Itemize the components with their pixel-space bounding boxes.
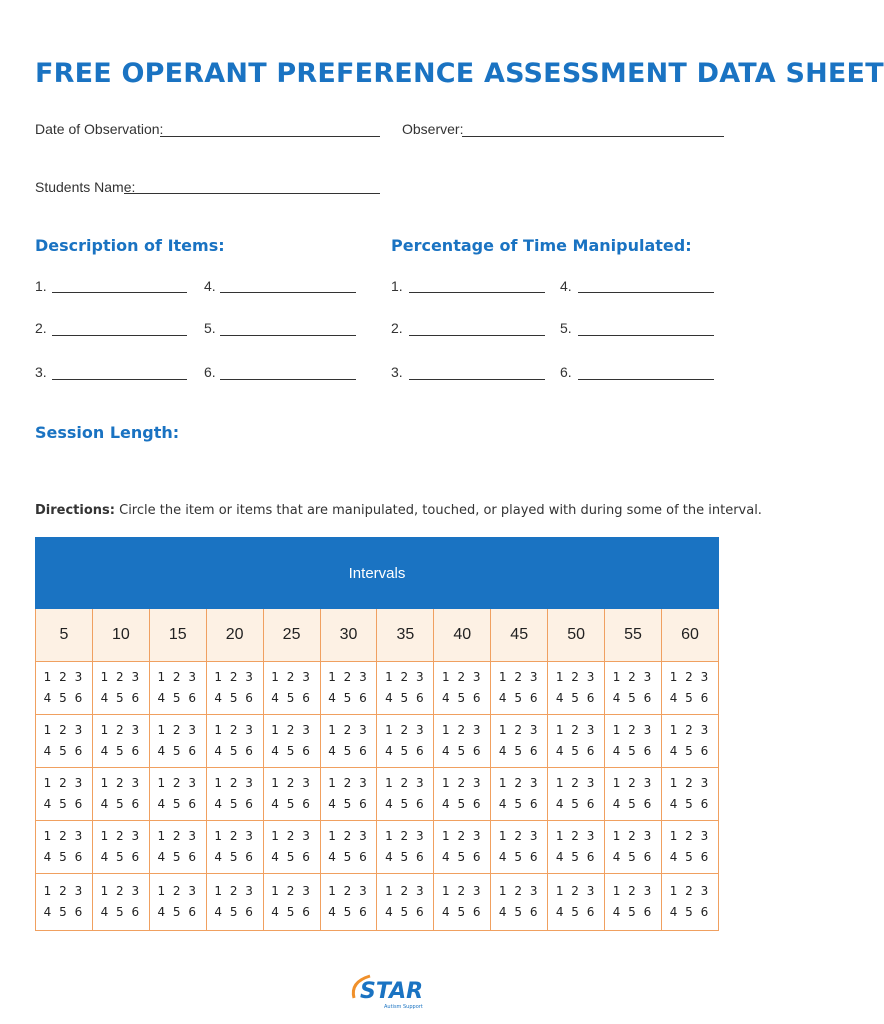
cell-options-bottom: 4 5 6 [442, 905, 483, 919]
cell-options-bottom: 4 5 6 [498, 797, 540, 811]
cell-options-bottom: 4 5 6 [498, 691, 540, 705]
cell-options-top: 1 2 3 [442, 884, 483, 898]
cell-options-top: 1 2 3 [157, 670, 199, 684]
cell-options-bottom: 4 5 6 [442, 691, 483, 705]
cell-options-top: 1 2 3 [328, 776, 369, 790]
cell-options-bottom: 4 5 6 [669, 691, 711, 705]
cell-options-bottom: 4 5 6 [385, 905, 426, 919]
interval-cell[interactable] [263, 715, 320, 768]
cell-options-bottom: 4 5 6 [43, 850, 85, 864]
cell-options-bottom: 4 5 6 [612, 905, 654, 919]
date-field[interactable] [160, 136, 380, 137]
cell-options-bottom: 4 5 6 [157, 691, 199, 705]
interval-cell[interactable] [206, 715, 263, 768]
cell-options-top: 1 2 3 [43, 670, 85, 684]
cell-options-top: 1 2 3 [612, 776, 654, 790]
cell-options-bottom: 4 5 6 [442, 797, 483, 811]
pct-field[interactable] [409, 292, 545, 293]
cell-options-top: 1 2 3 [328, 884, 369, 898]
interval-cell[interactable] [491, 768, 548, 821]
cell-options-top: 1 2 3 [669, 723, 711, 737]
item-field[interactable] [220, 379, 356, 380]
interval-cell[interactable] [149, 662, 206, 715]
interval-cell[interactable] [434, 715, 491, 768]
interval-cell[interactable] [36, 874, 93, 931]
student-field[interactable] [124, 193, 380, 194]
pct-field[interactable] [578, 292, 714, 293]
cell-options-bottom: 4 5 6 [328, 691, 369, 705]
interval-cell[interactable] [36, 715, 93, 768]
intervals-header: Intervals [36, 538, 719, 609]
interval-cell[interactable] [548, 768, 605, 821]
interval-cell[interactable] [377, 715, 434, 768]
interval-cell[interactable] [92, 662, 149, 715]
cell-options-top: 1 2 3 [555, 776, 597, 790]
pct-field[interactable] [578, 379, 714, 380]
interval-cell[interactable] [92, 715, 149, 768]
cell-options-bottom: 4 5 6 [612, 797, 654, 811]
cell-options-bottom: 4 5 6 [442, 744, 483, 758]
interval-cell[interactable] [605, 821, 662, 874]
cell-options-bottom: 4 5 6 [43, 691, 85, 705]
pct-field[interactable] [409, 335, 545, 336]
interval-cell[interactable] [92, 821, 149, 874]
interval-cell[interactable] [206, 821, 263, 874]
cell-options-bottom: 4 5 6 [214, 797, 255, 811]
cell-options-bottom: 4 5 6 [669, 850, 711, 864]
cell-options-bottom: 4 5 6 [612, 850, 654, 864]
data-row [36, 662, 719, 715]
data-row [36, 715, 719, 768]
cell-options-top: 1 2 3 [612, 723, 654, 737]
cell-options-top: 1 2 3 [214, 670, 255, 684]
interval-cell[interactable] [605, 874, 662, 931]
cell-options-top: 1 2 3 [100, 776, 142, 790]
interval-cell[interactable] [434, 821, 491, 874]
interval-cell[interactable] [263, 874, 320, 931]
interval-cell[interactable] [548, 715, 605, 768]
data-row [36, 821, 719, 874]
cell-options-bottom: 4 5 6 [498, 905, 540, 919]
cell-options-top: 1 2 3 [157, 723, 199, 737]
cell-options-bottom: 4 5 6 [214, 905, 255, 919]
cell-options-top: 1 2 3 [669, 829, 711, 843]
interval-cell[interactable] [377, 874, 434, 931]
cell-options-top: 1 2 3 [271, 829, 312, 843]
interval-5-header: 5 [36, 609, 93, 662]
cell-options-top: 1 2 3 [385, 670, 426, 684]
interval-cell[interactable] [377, 662, 434, 715]
item-number: 4. [204, 278, 216, 294]
interval-20-header: 20 [206, 609, 263, 662]
pct-number: 3. [391, 364, 403, 380]
interval-35-header: 35 [377, 609, 434, 662]
interval-cell[interactable] [605, 715, 662, 768]
cell-options-top: 1 2 3 [612, 670, 654, 684]
cell-options-bottom: 4 5 6 [328, 905, 369, 919]
interval-cell[interactable] [377, 821, 434, 874]
pct-number: 5. [560, 320, 572, 336]
star-autism-support-logo [348, 968, 428, 1012]
cell-options-bottom: 4 5 6 [555, 905, 597, 919]
cell-options-bottom: 4 5 6 [328, 850, 369, 864]
cell-options-bottom: 4 5 6 [555, 797, 597, 811]
cell-options-top: 1 2 3 [328, 829, 369, 843]
interval-cell[interactable] [320, 874, 377, 931]
interval-cell[interactable] [661, 662, 718, 715]
cell-options-top: 1 2 3 [498, 723, 540, 737]
cell-options-top: 1 2 3 [498, 829, 540, 843]
pct-number: 4. [560, 278, 572, 294]
cell-options-bottom: 4 5 6 [555, 744, 597, 758]
cell-options-top: 1 2 3 [498, 670, 540, 684]
cell-options-top: 1 2 3 [214, 884, 255, 898]
item-field[interactable] [220, 292, 356, 293]
cell-options-top: 1 2 3 [271, 776, 312, 790]
cell-options-bottom: 4 5 6 [157, 797, 199, 811]
cell-options-top: 1 2 3 [214, 723, 255, 737]
cell-options-bottom: 4 5 6 [100, 905, 142, 919]
cell-options-bottom: 4 5 6 [100, 797, 142, 811]
cell-options-top: 1 2 3 [328, 670, 369, 684]
cell-options-bottom: 4 5 6 [612, 691, 654, 705]
interval-cell[interactable] [434, 874, 491, 931]
cell-options-bottom: 4 5 6 [612, 744, 654, 758]
interval-50-header: 50 [548, 609, 605, 662]
cell-options-top: 1 2 3 [214, 776, 255, 790]
interval-cell[interactable] [320, 768, 377, 821]
cell-options-bottom: 4 5 6 [157, 850, 199, 864]
directions-label: Directions: [35, 503, 115, 518]
cell-options-top: 1 2 3 [385, 884, 426, 898]
interval-cell[interactable] [491, 715, 548, 768]
observer-label: Observer: [402, 121, 464, 137]
cell-options-top: 1 2 3 [385, 723, 426, 737]
percentage-heading: Percentage of Time Manipulated: [391, 236, 692, 255]
cell-options-top: 1 2 3 [612, 829, 654, 843]
cell-options-top: 1 2 3 [43, 776, 85, 790]
interval-row [36, 609, 719, 662]
interval-cell[interactable] [661, 715, 718, 768]
cell-options-top: 1 2 3 [214, 829, 255, 843]
items-heading: Description of Items: [35, 236, 225, 255]
cell-options-bottom: 4 5 6 [100, 850, 142, 864]
interval-25-header: 25 [263, 609, 320, 662]
cell-options-bottom: 4 5 6 [385, 850, 426, 864]
interval-cell[interactable] [263, 821, 320, 874]
pct-field[interactable] [578, 335, 714, 336]
item-field[interactable] [52, 379, 187, 380]
item-field[interactable] [52, 292, 187, 293]
cell-options-top: 1 2 3 [555, 723, 597, 737]
interval-cell[interactable] [206, 662, 263, 715]
interval-40-header: 40 [434, 609, 491, 662]
data-row [36, 768, 719, 821]
cell-options-bottom: 4 5 6 [100, 744, 142, 758]
student-label: Students Name: [35, 179, 136, 195]
data-row [36, 874, 719, 931]
cell-options-bottom: 4 5 6 [555, 850, 597, 864]
cell-options-top: 1 2 3 [442, 670, 483, 684]
cell-options-bottom: 4 5 6 [214, 691, 255, 705]
cell-options-bottom: 4 5 6 [328, 797, 369, 811]
page-title: FREE OPERANT PREFERENCE ASSESSMENT DATA SHEET [35, 58, 884, 89]
interval-cell[interactable] [434, 662, 491, 715]
cell-options-top: 1 2 3 [669, 884, 711, 898]
item-number: 1. [35, 278, 47, 294]
interval-15-header: 15 [149, 609, 206, 662]
cell-options-top: 1 2 3 [442, 776, 483, 790]
cell-options-top: 1 2 3 [100, 670, 142, 684]
cell-options-top: 1 2 3 [612, 884, 654, 898]
interval-cell[interactable] [92, 768, 149, 821]
cell-options-top: 1 2 3 [43, 723, 85, 737]
cell-options-top: 1 2 3 [100, 829, 142, 843]
cell-options-bottom: 4 5 6 [442, 850, 483, 864]
interval-cell[interactable] [661, 768, 718, 821]
cell-options-bottom: 4 5 6 [214, 744, 255, 758]
cell-options-top: 1 2 3 [498, 884, 540, 898]
cell-options-bottom: 4 5 6 [498, 850, 540, 864]
cell-options-top: 1 2 3 [271, 670, 312, 684]
intervals-table [35, 537, 719, 931]
cell-options-top: 1 2 3 [100, 723, 142, 737]
directions-text: Circle the item or items that are manipulated, touched, or played with during some of the interval. [114, 503, 762, 518]
interval-cell[interactable] [320, 821, 377, 874]
cell-options-top: 1 2 3 [669, 776, 711, 790]
item-number: 2. [35, 320, 47, 336]
interval-cell[interactable] [92, 874, 149, 931]
cell-options-top: 1 2 3 [43, 884, 85, 898]
date-label: Date of Observation: [35, 121, 164, 137]
cell-options-bottom: 4 5 6 [271, 797, 312, 811]
interval-cell[interactable] [661, 874, 718, 931]
cell-options-bottom: 4 5 6 [157, 744, 199, 758]
cell-options-top: 1 2 3 [555, 884, 597, 898]
interval-cell[interactable] [206, 768, 263, 821]
observer-field[interactable] [462, 136, 724, 137]
cell-options-bottom: 4 5 6 [43, 797, 85, 811]
interval-cell[interactable] [548, 821, 605, 874]
interval-cell[interactable] [377, 768, 434, 821]
cell-options-bottom: 4 5 6 [43, 744, 85, 758]
cell-options-top: 1 2 3 [43, 829, 85, 843]
pct-field[interactable] [409, 379, 545, 380]
interval-60-header: 60 [661, 609, 718, 662]
cell-options-bottom: 4 5 6 [669, 905, 711, 919]
cell-options-top: 1 2 3 [442, 829, 483, 843]
cell-options-top: 1 2 3 [271, 723, 312, 737]
interval-cell[interactable] [263, 768, 320, 821]
cell-options-bottom: 4 5 6 [43, 905, 85, 919]
interval-10-header: 10 [92, 609, 149, 662]
cell-options-bottom: 4 5 6 [100, 691, 142, 705]
cell-options-top: 1 2 3 [385, 776, 426, 790]
cell-options-bottom: 4 5 6 [271, 691, 312, 705]
interval-cell[interactable] [661, 821, 718, 874]
interval-cell[interactable] [263, 662, 320, 715]
cell-options-top: 1 2 3 [328, 723, 369, 737]
interval-cell[interactable] [36, 768, 93, 821]
cell-options-bottom: 4 5 6 [271, 905, 312, 919]
interval-cell[interactable] [320, 715, 377, 768]
cell-options-bottom: 4 5 6 [157, 905, 199, 919]
cell-options-top: 1 2 3 [498, 776, 540, 790]
interval-cell[interactable] [149, 874, 206, 931]
item-number: 3. [35, 364, 47, 380]
cell-options-bottom: 4 5 6 [669, 797, 711, 811]
cell-options-bottom: 4 5 6 [214, 850, 255, 864]
interval-cell[interactable] [548, 662, 605, 715]
item-number: 6. [204, 364, 216, 380]
cell-options-bottom: 4 5 6 [498, 744, 540, 758]
cell-options-top: 1 2 3 [385, 829, 426, 843]
svg-text:STAR: STAR [360, 979, 424, 1004]
cell-options-bottom: 4 5 6 [669, 744, 711, 758]
cell-options-top: 1 2 3 [271, 884, 312, 898]
interval-cell[interactable] [605, 662, 662, 715]
cell-options-top: 1 2 3 [669, 670, 711, 684]
interval-cell[interactable] [491, 662, 548, 715]
interval-cell[interactable] [36, 662, 93, 715]
interval-cell[interactable] [491, 874, 548, 931]
cell-options-bottom: 4 5 6 [271, 744, 312, 758]
directions [35, 503, 762, 518]
item-number: 5. [204, 320, 216, 336]
item-field[interactable] [52, 335, 187, 336]
interval-cell[interactable] [491, 821, 548, 874]
cell-options-top: 1 2 3 [442, 723, 483, 737]
pct-number: 6. [560, 364, 572, 380]
interval-cell[interactable] [149, 821, 206, 874]
interval-cell[interactable] [434, 768, 491, 821]
interval-cell[interactable] [36, 821, 93, 874]
interval-55-header: 55 [605, 609, 662, 662]
cell-options-bottom: 4 5 6 [271, 850, 312, 864]
cell-options-top: 1 2 3 [555, 829, 597, 843]
cell-options-top: 1 2 3 [157, 884, 199, 898]
cell-options-top: 1 2 3 [100, 884, 142, 898]
interval-cell[interactable] [548, 874, 605, 931]
cell-options-bottom: 4 5 6 [328, 744, 369, 758]
item-field[interactable] [220, 335, 356, 336]
pct-number: 2. [391, 320, 403, 336]
interval-cell[interactable] [320, 662, 377, 715]
cell-options-bottom: 4 5 6 [555, 691, 597, 705]
cell-options-top: 1 2 3 [555, 670, 597, 684]
interval-30-header: 30 [320, 609, 377, 662]
svg-text:Autism Support: Autism Support [384, 1004, 423, 1010]
pct-number: 1. [391, 278, 403, 294]
cell-options-bottom: 4 5 6 [385, 744, 426, 758]
session-length-label: Session Length: [35, 423, 180, 442]
interval-cell[interactable] [149, 768, 206, 821]
interval-cell[interactable] [605, 768, 662, 821]
cell-options-top: 1 2 3 [157, 829, 199, 843]
cell-options-bottom: 4 5 6 [385, 797, 426, 811]
interval-cell[interactable] [206, 874, 263, 931]
interval-45-header: 45 [491, 609, 548, 662]
cell-options-bottom: 4 5 6 [385, 691, 426, 705]
cell-options-top: 1 2 3 [157, 776, 199, 790]
interval-cell[interactable] [149, 715, 206, 768]
